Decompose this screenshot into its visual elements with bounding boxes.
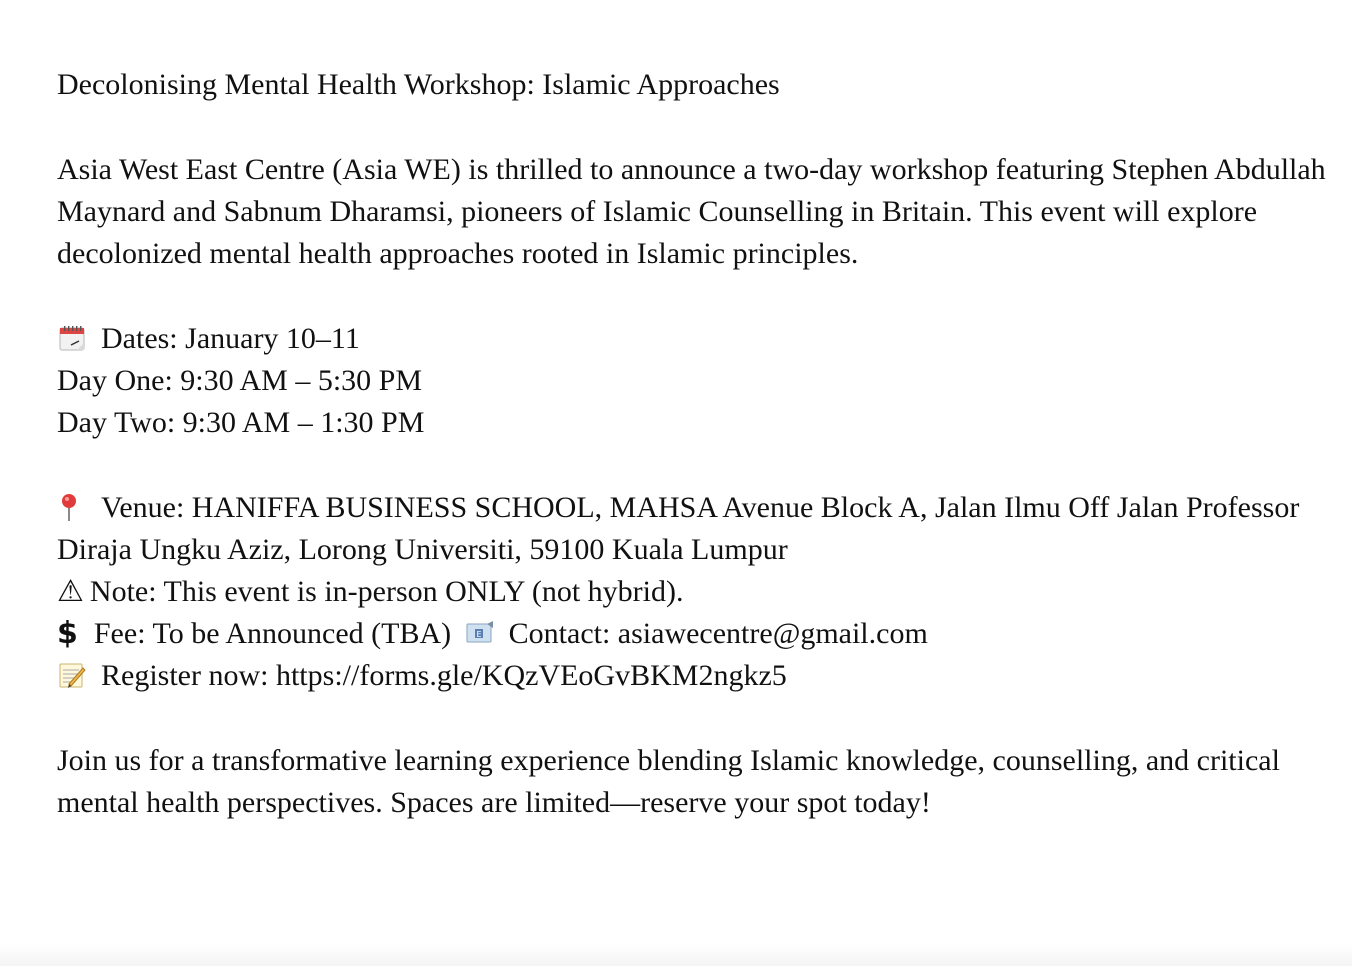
calendar-icon [57, 323, 87, 353]
venue-text: Venue: HANIFFA BUSINESS SCHOOL, MAHSA Avenue Block A, Jalan Ilmu Off Jalan Professor Diraja Ungku Aziz, Lorong Universiti, 59100 Kuala Lumpur [57, 491, 1300, 566]
note-text: Note: This event is in-person ONLY (not hybrid). [89, 575, 684, 608]
dollar-sign-icon: $ [57, 616, 78, 651]
contact-text: Contact: asiawecentre@gmail.com [508, 617, 928, 650]
fee-text: Fee: To be Announced (TBA) [93, 617, 452, 650]
svg-text:E: E [476, 630, 482, 639]
page-title: Decolonising Mental Health Workshop: Islamic Approaches [57, 68, 780, 101]
memo-icon [57, 660, 87, 690]
day-one-line: Day One: 9:30 AM – 5:30 PM [57, 364, 423, 397]
schedule-block [57, 318, 1327, 444]
register-text[interactable]: Register now: https://forms.gle/KQzVEoGvBKM2ngkz5 [101, 659, 787, 692]
details-block [57, 487, 1327, 697]
bottom-edge [0, 944, 1352, 966]
email-icon [465, 618, 495, 648]
dates-line [57, 318, 1327, 360]
warning-icon: ⚠ [57, 575, 84, 608]
closing-paragraph: Join us for a transformative learning experience blending Islamic knowledge, counselling, and critical mental health perspectives. Spaces are limited—reserve your spot today! [57, 744, 1280, 819]
pushpin-icon [57, 492, 87, 522]
intro-paragraph: Asia West East Centre (Asia WE) is thrilled to announce a two-day workshop featuring Stephen Abdullah Maynard and Sabnum Dharamsi, pioneers of Islamic Counselling in Britain. This event will explore decolonized mental health approaches rooted in Islamic principles. [57, 153, 1326, 270]
dates-text: Dates: January 10–11 [101, 322, 360, 355]
note-line [57, 571, 1327, 613]
day-two-line: Day Two: 9:30 AM – 1:30 PM [57, 406, 425, 439]
register-line [57, 655, 1327, 697]
venue-line [57, 487, 1327, 571]
document-body [57, 64, 1327, 824]
fee-contact-line [57, 613, 1327, 655]
